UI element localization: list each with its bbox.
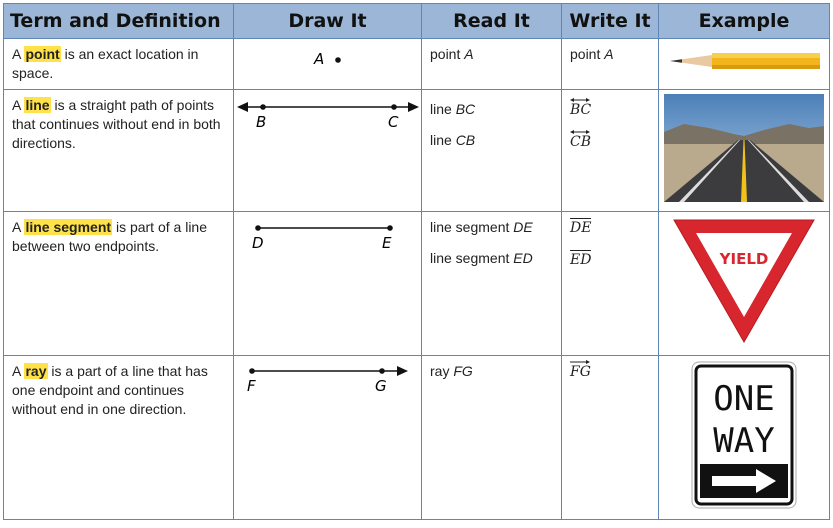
line-label-c: C xyxy=(388,113,399,131)
segment-notation-de: DE xyxy=(570,220,592,236)
point-drawing xyxy=(234,39,422,90)
write-prefix: point xyxy=(570,46,605,62)
pencil-image xyxy=(664,43,824,79)
ray-write xyxy=(562,356,659,520)
header-example: Example xyxy=(659,4,830,39)
header-draw: Draw It xyxy=(234,4,422,39)
line-notation-cb: CB xyxy=(570,133,591,152)
line-drawing xyxy=(234,90,422,212)
read-name: CB xyxy=(455,132,476,148)
way-text: WAY xyxy=(713,421,775,461)
point-write xyxy=(562,39,659,90)
segment-drawing xyxy=(234,212,422,356)
ray-read xyxy=(422,356,562,520)
line-write xyxy=(562,90,659,212)
read-prefix: line segment xyxy=(430,219,514,235)
ray-notation-fg: FG xyxy=(570,363,591,382)
ray-diagram xyxy=(234,356,422,514)
write-name: A xyxy=(604,46,614,62)
line-diagram xyxy=(234,90,422,208)
geometry-terms-table xyxy=(3,3,830,520)
row-line-segment xyxy=(4,212,830,356)
segment-example xyxy=(659,212,830,356)
term-highlight: line segment xyxy=(25,219,112,235)
point-label: A xyxy=(314,50,325,68)
definition-text: is an exact location in space. xyxy=(12,46,199,81)
term-highlight: point xyxy=(25,46,60,62)
point-diagram xyxy=(234,39,422,83)
segment-notation-ed: ED xyxy=(570,252,592,268)
read-prefix: line xyxy=(430,132,456,148)
read-name: FG xyxy=(453,363,473,379)
definition-text: is a part of a line that has one endpoint and continues without end in one direction. xyxy=(12,363,208,417)
ray-label-g: G xyxy=(375,377,387,395)
line-read xyxy=(422,90,562,212)
point-definition: A point is an exact location in space. xyxy=(4,39,234,90)
header-term: Term and Definition xyxy=(4,4,234,39)
segment-write xyxy=(562,212,659,356)
segment-definition: A line segment is part of a line between two endpoints. xyxy=(4,212,234,356)
ray-label-f: F xyxy=(247,377,256,395)
read-name: ED xyxy=(513,250,533,266)
ray-definition: A ray is a part of a line that has one endpoint and continues without end in one direction. xyxy=(4,356,234,520)
term-highlight: line xyxy=(25,97,50,113)
row-point xyxy=(4,39,830,90)
read-prefix: line segment xyxy=(430,250,514,266)
header-read: Read It xyxy=(422,4,562,39)
read-name: DE xyxy=(513,219,533,235)
term-highlight: ray xyxy=(25,363,47,379)
row-ray xyxy=(4,356,830,520)
segment-read xyxy=(422,212,562,356)
read-prefix: point xyxy=(430,46,465,62)
yield-text: YIELD xyxy=(719,250,769,268)
definition-text: is part of a line between two endpoints. xyxy=(12,219,207,254)
read-name: BC xyxy=(455,101,476,117)
ray-drawing xyxy=(234,356,422,520)
read-prefix: line xyxy=(430,101,456,117)
segment-label-e: E xyxy=(382,234,392,252)
header-write: Write It xyxy=(562,4,659,39)
read-prefix: ray xyxy=(430,363,454,379)
line-notation-bc: BC xyxy=(570,101,591,120)
point-dot xyxy=(335,57,341,63)
line-definition: A line is a straight path of points that continues without end in both directions. xyxy=(4,90,234,212)
row-line xyxy=(4,90,830,212)
one-way-sign xyxy=(664,360,824,510)
definition-text: is a straight path of points that continues without end in both directions. xyxy=(12,97,221,151)
line-label-b: B xyxy=(256,113,267,131)
segment-diagram xyxy=(234,212,422,352)
line-example xyxy=(659,90,830,212)
road-image xyxy=(664,94,824,202)
header-row xyxy=(4,4,830,39)
yield-sign xyxy=(664,216,824,346)
ray-example xyxy=(659,356,830,520)
read-name: A xyxy=(464,46,474,62)
point-read xyxy=(422,39,562,90)
segment-label-d: D xyxy=(252,234,264,252)
one-text: ONE xyxy=(713,379,775,419)
point-example xyxy=(659,39,830,90)
